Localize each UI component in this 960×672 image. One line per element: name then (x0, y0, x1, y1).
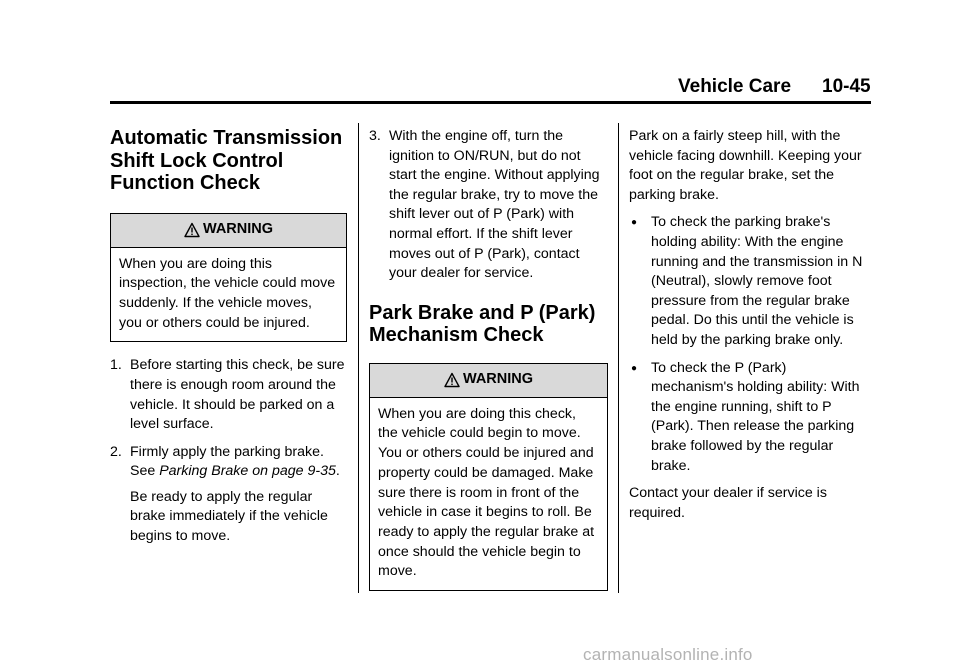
warning-icon (444, 372, 460, 388)
step-text (130, 443, 350, 482)
bullet-text: To check the P (Park) mechanism's holding ability: With the engine running, shift to P (Park). Then release the parking brake followed by the regular brake. (651, 359, 860, 474)
column-divider (358, 123, 359, 593)
step-subtext: Be ready to apply the regular brake immediately if the vehicle begins to move. (130, 488, 328, 545)
warning-header (370, 364, 607, 398)
step-text: Before starting this check, be sure there is enough room around the vehicle. It should be parked on a level surface. (130, 357, 345, 433)
step-text: With the engine off, turn the ignition to ON/RUN, but do not start the engine. Without applying the regular brake, try to move the shift lever out of P (Park) with normal effort. If the shift lever moves out of P (Park), contact your dealer for service. (389, 128, 600, 282)
warning-label: WARNING (462, 371, 534, 388)
warning-header (111, 214, 346, 248)
warning-label: WARNING (202, 221, 274, 238)
warning-text: When you are doing this inspection, the vehicle could move suddenly. If the vehicle moves, you or others could be injured. (119, 255, 336, 331)
bullet-item (629, 213, 869, 350)
section-title: Vehicle Care (678, 76, 792, 97)
step-number: 1. (110, 357, 122, 374)
step-text-after: . (335, 463, 340, 480)
page-number: 10-45 (822, 76, 871, 97)
step-text-before: Firmly apply the parking brake. See (130, 443, 324, 480)
header-rule (110, 101, 871, 104)
warning-text: When you are doing this check, the vehicle could begin to move. You or others could be injured and property could be damaged. Make sure there is room in front of the vehicle in case it begins to roll. Be ready to apply the regular brake at once should the vehicle begin to move. (378, 405, 595, 580)
column-2 (369, 127, 609, 605)
warning-box (369, 363, 608, 591)
step-number: 3. (369, 128, 381, 144)
warning-icon (184, 222, 200, 238)
step-number: 2. (110, 443, 122, 460)
column-divider (618, 123, 619, 593)
section-heading: Park Brake and P (Park) Mechanism Check (369, 301, 596, 347)
step-item (110, 443, 350, 482)
column-3 (629, 127, 869, 523)
paragraph: Park on a fairly steep hill, with the vehicle facing downhill. Keeping your foot on the regular brake, set the parking brake. (629, 128, 862, 203)
step-item (369, 127, 609, 284)
step-item (110, 356, 350, 434)
bullet-icon: ● (631, 362, 638, 374)
column-1 (110, 127, 350, 555)
paragraph: Contact your dealer if service is required. (629, 485, 827, 521)
warning-box (110, 213, 347, 343)
cross-reference-link[interactable]: Parking Brake on page 9-35 (159, 463, 336, 480)
watermark-text: carmanualsonline.info (583, 645, 753, 664)
bullet-item (629, 359, 869, 477)
bullet-text: To check the parking brake's holding ability: With the engine running and the transmission in N (Neutral), slowly remove foot pressure from the regular brake pedal. Do this until the vehicle is held by the parking brake only. (651, 214, 863, 348)
section-heading: Automatic Transmission Shift Lock Control Function Check (110, 127, 343, 194)
bullet-icon: ● (631, 217, 638, 229)
